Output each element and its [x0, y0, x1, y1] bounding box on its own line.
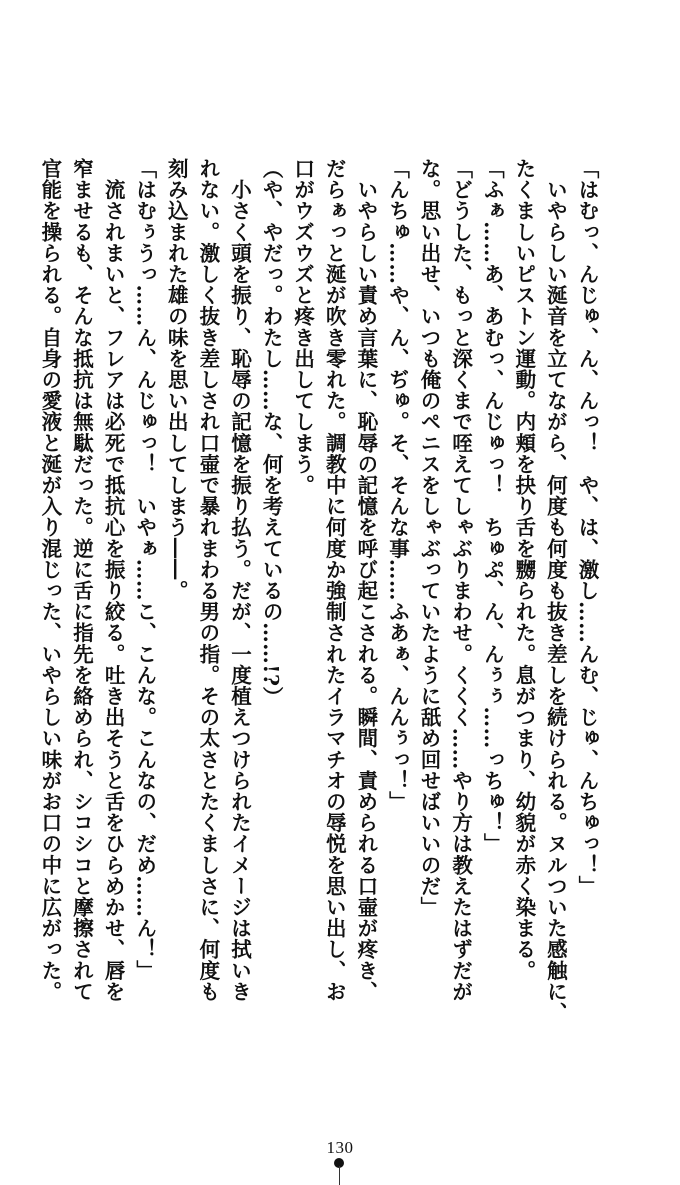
text-line: 「どうした、もっと深くまで咥えてしゃぶりまわせ。くくく……やり方は教えたはずだが	[448, 158, 473, 1002]
text-line: だらぁっと涎が吹き零れた。調教中に何度か強制されたイラマチオの辱悦を思い出し、お	[322, 158, 347, 1002]
text-line: 「はむっ、んじゅ、ん、んっ！ や、は、激し……んむ、じゅ、んちゅっ！」	[575, 158, 599, 897]
text-line: 流されまいと、フレアは必死で抵抗心を振り絞る。吐き出そうと舌をひらめかせ、唇を	[101, 158, 126, 1002]
text-line: 官能を操られる。自身の愛液と涎が入り混じった、いやらしい味がお口の中に広がった。	[37, 158, 62, 1002]
text-line: 「んちゅ……や、ん、ぢゅ。そ、そんな事……ふあぁ、んんぅっ！」	[385, 158, 410, 813]
text-line: いやらしい責め言葉に、恥辱の記憶を呼び起こされる。瞬間、責められる口壷が疼き、	[353, 158, 378, 1002]
text-line: たくましいピストン運動。内頬を抉り舌を嬲られた。息がつまり、幼貌が赤く染まる。	[511, 158, 536, 981]
text-line: 口がウズウズと疼き出してしまう。	[290, 158, 315, 496]
page-number: 130	[326, 1138, 354, 1157]
text-line: （や、やだっ。わたし……な、何を考えているの……!?）	[259, 158, 284, 708]
text-line: 「ふぁ……あ、あむっ、んじゅっ！ ちゅぷ、ん、んぅぅ……っちゅ！」	[480, 158, 505, 855]
text-line: れない。激しく抜き差しされ口壷で暴れまわる男の指。その太さとたくましさに、何度も	[195, 158, 220, 1002]
text-line: な。思い出せ、いつも俺のペニスをしゃぶっていたように舐め回せばいいのだ」	[417, 158, 442, 918]
text-line: 窄ませるも、そんな抵抗は無駄だった。逆に舌に指先を絡められ、シコシコと摩擦されて	[69, 158, 94, 1002]
text-line: 小さく頭を振り、恥辱の記憶を振り払う。だが、一度植えつけられたイメージは拭いき	[227, 158, 252, 1002]
body-text	[37, 158, 602, 1024]
text-line: 「はむぅうっ……ん、んじゅっ！ いやぁ……こ、こんな。こんなの、だめ……ん！」	[132, 158, 157, 981]
page-marker-rule	[339, 1166, 340, 1185]
text-line: いやらしい涎音を立てながら、何度も何度も抜き差しを続けられる。ヌルついた感触に、	[543, 158, 568, 1024]
text-line: 刻み込まれた雄の味を思い出してしまう――。	[164, 158, 189, 602]
